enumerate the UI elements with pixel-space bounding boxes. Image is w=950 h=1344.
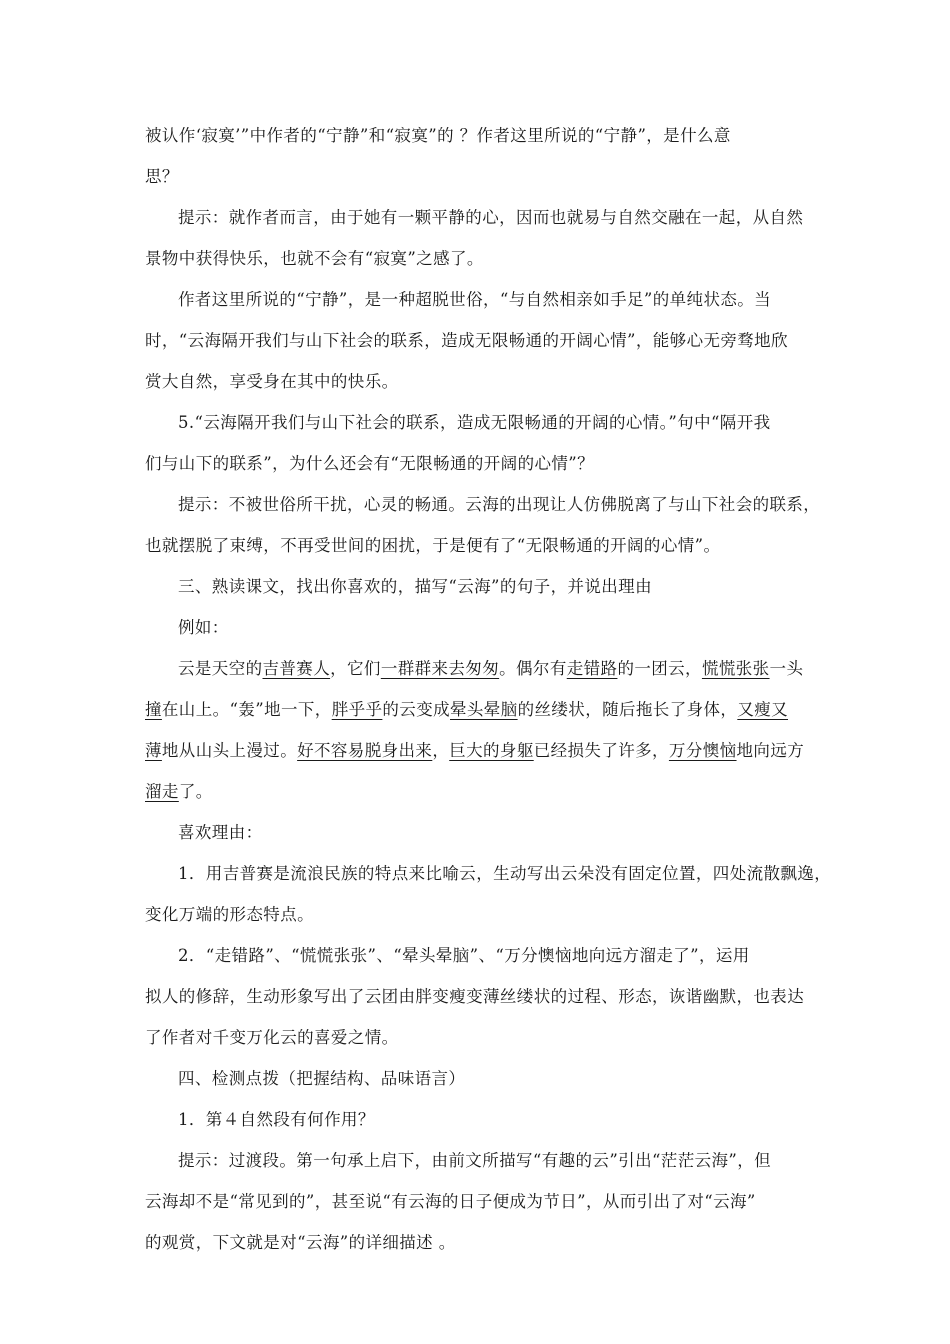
underlined-phrase: 胖乎乎 <box>331 700 383 719</box>
text-line <box>178 289 815 311</box>
text-line <box>178 945 815 967</box>
text-line <box>178 822 815 844</box>
text-segment: 被认作‘寂寞’”中作者的“宁静”和“寂寞”的 ？作者这里所说的“宁静”，是什么意 <box>145 126 731 145</box>
text-line <box>145 740 815 762</box>
text-segment: 提示：过渡段。第一句承上启下，由前文所描写“有趣的云”引出“茫茫云海”，但 <box>178 1151 772 1170</box>
text-segment: 思？ <box>145 167 179 186</box>
text-segment: 提示：就作者而言，由于她有一颗平静的心，因而也就易与自然交融在一起，从自然 <box>178 208 804 227</box>
underlined-phrase: 好不容易脱身出来 <box>297 741 433 760</box>
text-line <box>145 453 815 475</box>
underlined-phrase: 晕头晕脑 <box>450 700 518 719</box>
text-segment: 。偶尔有 <box>499 659 567 678</box>
text-line <box>178 617 815 639</box>
text-segment: 了。 <box>178 782 213 801</box>
text-line <box>145 125 815 147</box>
text-line <box>145 904 815 926</box>
underlined-phrase: 溜走 <box>145 782 179 801</box>
text-segment: 的观赏，下文就是对“云海”的详细描述 。 <box>145 1233 456 1252</box>
text-line <box>145 248 815 270</box>
text-line <box>145 330 815 352</box>
text-line <box>145 535 815 557</box>
text-segment: 的丝缕状，随后拖长了身体， <box>517 700 738 719</box>
underlined-phrase: 走错路 <box>566 659 618 678</box>
text-line <box>178 576 815 598</box>
text-line <box>178 207 815 229</box>
text-segment: 们与山下的联系”，为什么还会有“无限畅通的开阔的心情”？ <box>145 454 595 473</box>
text-segment: 变化万端的形态特点。 <box>145 905 314 924</box>
text-segment: 赏大自然，享受身在其中的快乐。 <box>145 372 399 391</box>
text-segment: 提示：不被世俗所干扰，心灵的畅通。云海的出现让人仿佛脱离了与山下社会的联系， <box>178 495 821 514</box>
text-segment: 1．用吉普赛是流浪民族的特点来比喻云，生动写出云朵没有固定位置，四处流散飘逸， <box>178 864 832 883</box>
text-line <box>145 371 815 393</box>
underlined-phrase: 慌慌张张 <box>701 659 770 678</box>
text-segment: 了作者对千变万化云的喜爱之情。 <box>145 1028 399 1047</box>
underlined-phrase: 万分懊恼 <box>668 741 737 760</box>
text-segment: 景物中获得快乐，也就不会有“寂寞”之感了。 <box>145 249 484 268</box>
text-segment: 地向远方 <box>736 741 805 760</box>
text-segment: 2．“走错路”、“慌慌张张”、“晕头晕脑”、“万分懊恼地向远方溜走了”，运用 <box>178 946 750 965</box>
text-segment: 例如： <box>178 618 229 637</box>
text-line <box>145 986 815 1008</box>
underlined-phrase: 薄 <box>145 741 162 760</box>
text-segment: 5.“云海隔开我们与山下社会的联系，造成无限畅通的开阔的心情。”句中“隔开我 <box>178 413 771 432</box>
text-segment: 1．第４自然段有何作用？ <box>178 1110 375 1129</box>
text-segment: 时，“云海隔开我们与山下社会的联系，造成无限畅通的开阔心情”，能够心无旁骛地欣 <box>145 331 788 350</box>
text-segment: 的一团云， <box>617 659 702 678</box>
text-segment: 喜欢理由： <box>178 823 263 842</box>
text-line <box>178 658 815 680</box>
text-segment: 三、熟读课文，找出你喜欢的，描写“云海”的句子，并说出理由 <box>178 577 652 596</box>
text-segment: 拟人的修辞，生动形象写出了云团由胖变瘦变薄丝缕状的过程、形态，诙谐幽默，也表达 <box>145 987 805 1006</box>
text-line <box>178 494 821 516</box>
text-line <box>178 863 832 885</box>
text-segment: 云海却不是“常见到的”，甚至说“有云海的日子便成为节日”，从而引出了对“云海” <box>145 1192 756 1211</box>
text-segment: 也就摆脱了束缚，不再受世间的困扰，于是便有了“无限畅通的开阔的心情”。 <box>145 536 721 555</box>
underlined-phrase: 撞 <box>145 700 162 719</box>
text-line <box>178 1150 815 1172</box>
text-segment: ，它们 <box>330 659 381 678</box>
underlined-phrase: 巨大的身躯 <box>449 741 534 760</box>
text-line <box>145 166 815 188</box>
text-line <box>145 699 815 721</box>
text-segment: 四、检测点拨（把握结构、品味语言） <box>178 1069 466 1088</box>
text-segment: 一头 <box>769 659 804 678</box>
text-segment: 地从山头上漫过。 <box>161 741 298 760</box>
text-segment: 已经损失了许多， <box>533 741 669 760</box>
text-line <box>178 1109 815 1131</box>
text-segment: ， <box>432 741 450 760</box>
text-line <box>178 1068 815 1090</box>
underlined-phrase: 一群群来去匆匆 <box>380 659 500 678</box>
text-line <box>145 1232 815 1254</box>
text-line <box>145 1027 815 1049</box>
text-line <box>145 1191 815 1213</box>
text-segment: 在山上。“轰”地一下， <box>161 700 332 719</box>
underlined-phrase: 又瘦又 <box>737 700 789 719</box>
text-segment: 云是天空的 <box>178 659 263 678</box>
text-line <box>145 781 815 803</box>
underlined-phrase: 吉普赛人 <box>262 659 331 678</box>
text-segment: 作者这里所说的“宁静”，是一种超脱世俗，“与自然相亲如手足”的单纯状态。当 <box>178 290 772 309</box>
text-segment: 的云变成 <box>382 700 450 719</box>
text-line <box>178 412 815 434</box>
